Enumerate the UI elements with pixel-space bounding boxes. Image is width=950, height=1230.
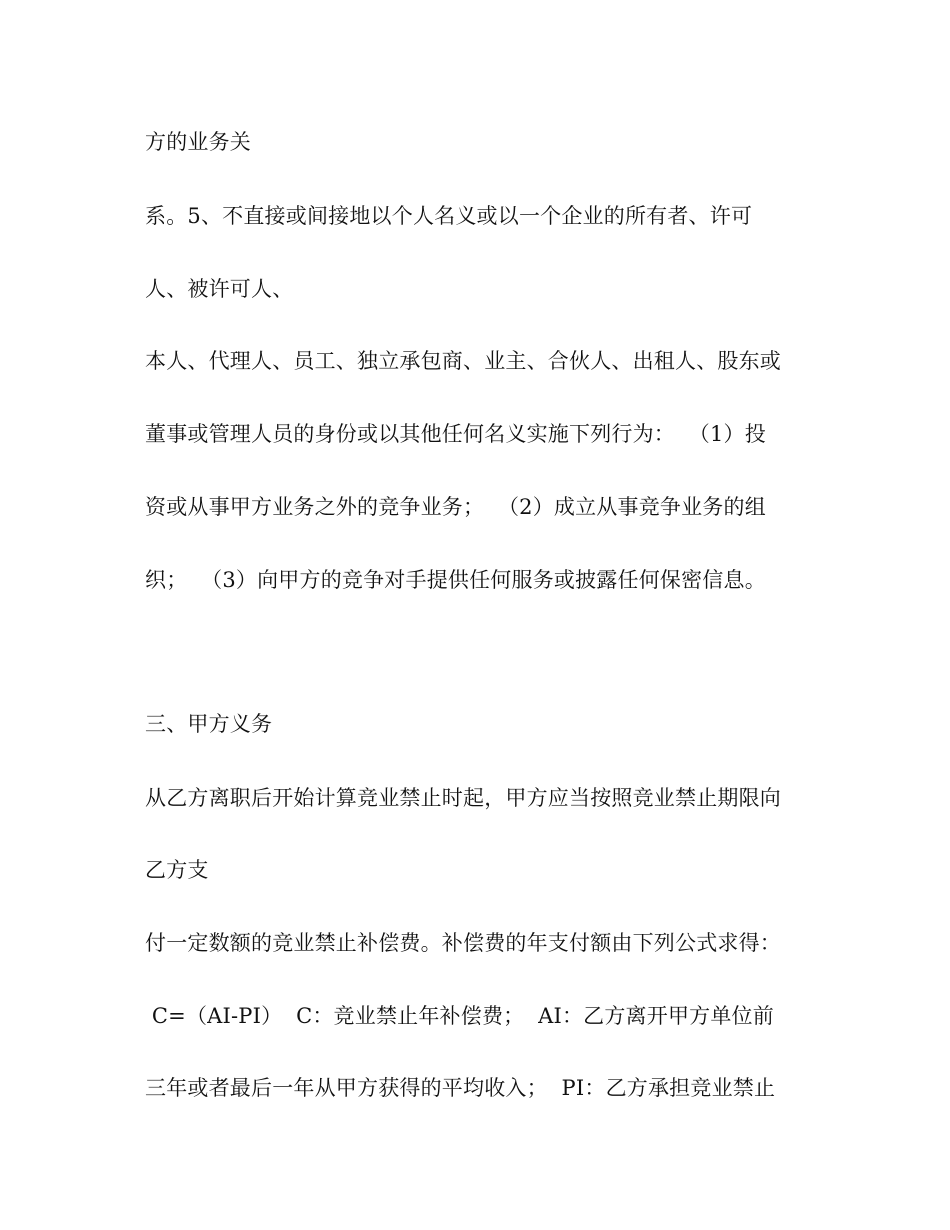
paragraph-line: 从乙方离职后开始计算竞业禁止时起，甲方应当按照竞业禁止期限向: [145, 786, 781, 810]
paragraph-line: 本人、代理人、员工、独立承包商、业主、合伙人、出租人、股东或: [145, 349, 781, 373]
paragraph-line: 方的业务关: [145, 130, 251, 154]
paragraph-line: 三年或者最后一年从甲方获得的平均收入； PI：乙方承担竞业禁止: [145, 1076, 776, 1100]
paragraph-line: 系。5、不直接或间接地以个人名义或以一个企业的所有者、许可: [145, 204, 753, 228]
section-heading: 三、甲方义务: [145, 712, 273, 736]
paragraph-line: 织； （3）向甲方的竞争对手提供任何服务或披露任何保密信息。: [145, 568, 766, 592]
paragraph-line: 董事或管理人员的身份或以其他任何名义实施下列行为： （1）投: [145, 422, 766, 446]
paragraph-line: 付一定数额的竞业禁止补偿费。补偿费的年支付额由下列公式求得：: [145, 931, 781, 955]
formula-line: C=（AI-PI） C：竞业禁止年补偿费； AI：乙方离开甲方单位前: [145, 1004, 774, 1028]
paragraph-line: 乙方支: [145, 858, 209, 882]
paragraph-line: 资或从事甲方业务之外的竞争业务； （2）成立从事竞争业务的组: [145, 495, 766, 519]
paragraph-line: 人、被许可人、: [145, 277, 294, 301]
